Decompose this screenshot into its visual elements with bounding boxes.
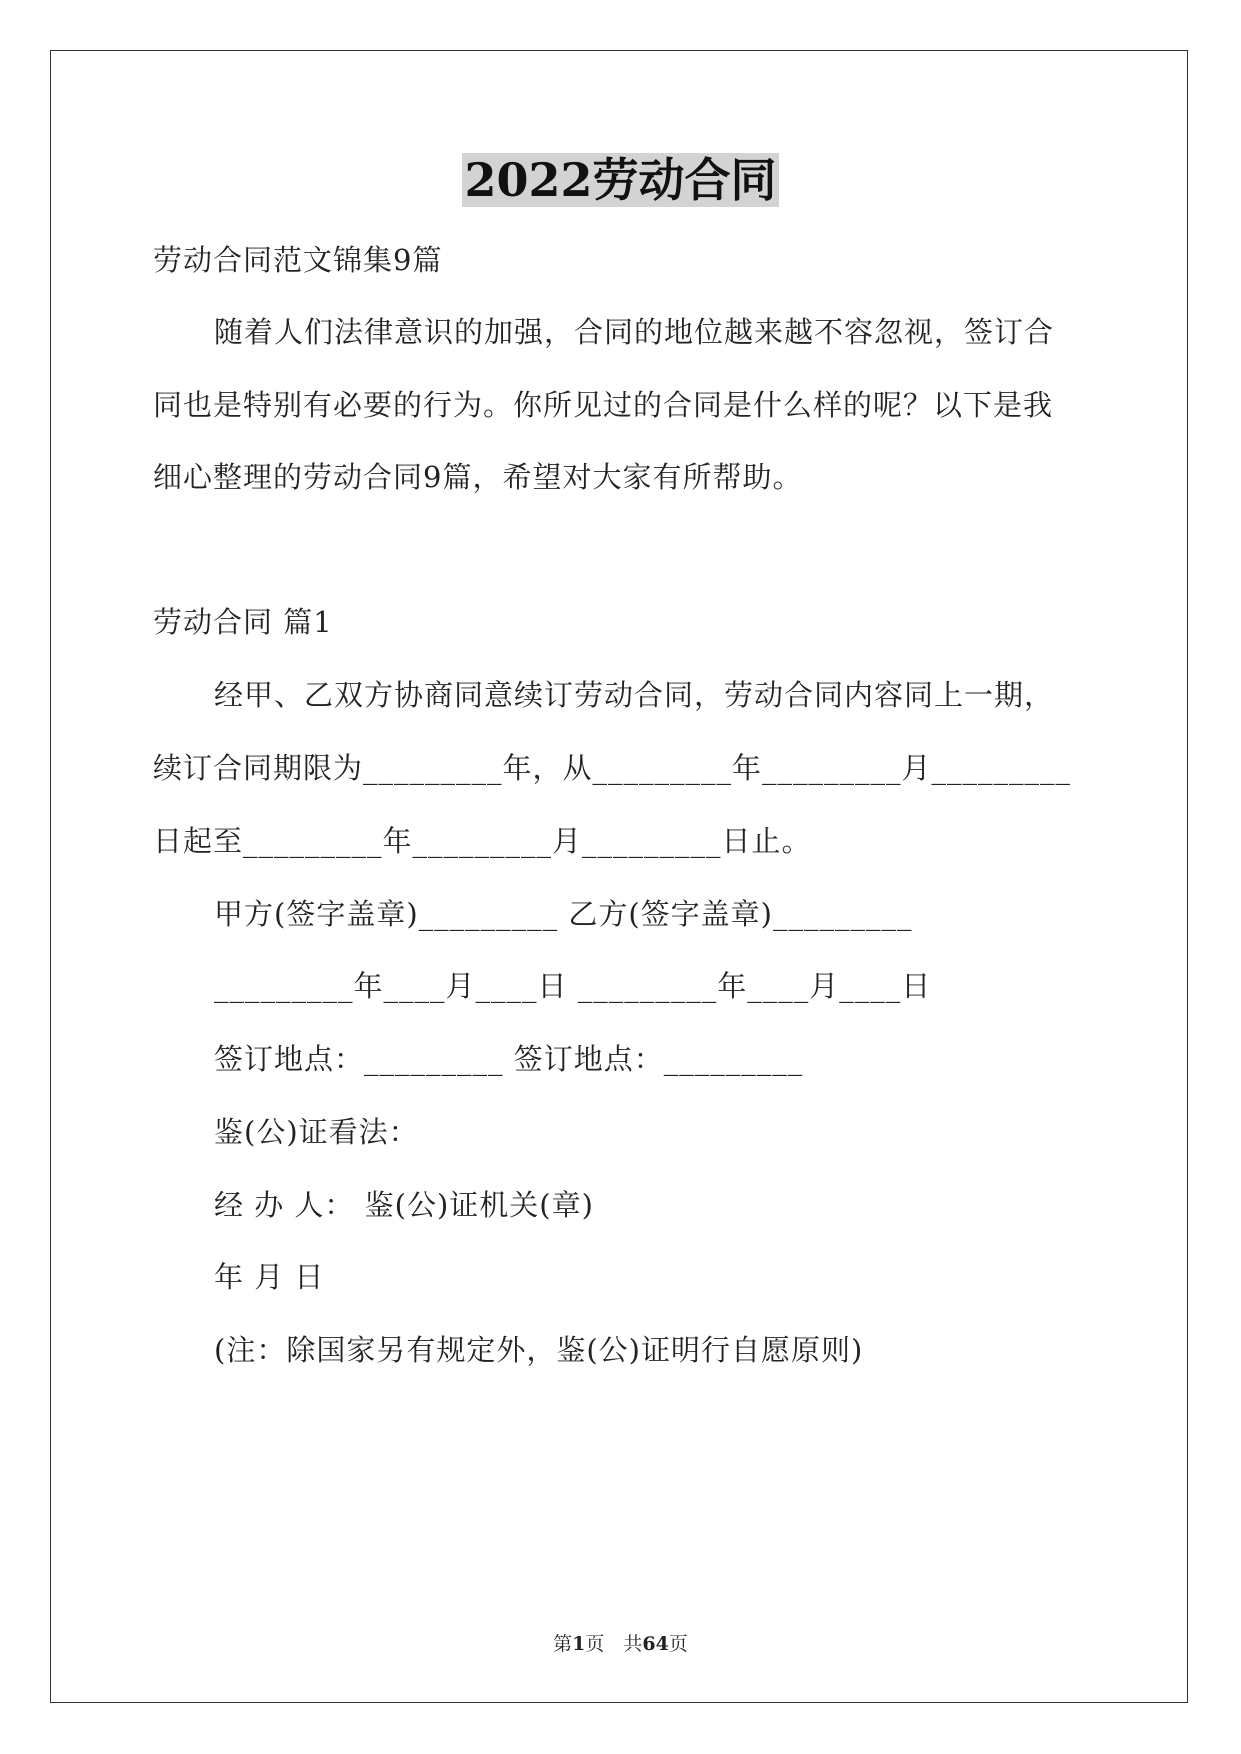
footer-page-number: 1 [572,1633,586,1655]
intro-line-3: 细心整理的劳动合同9篇，希望对大家有所帮助。 [153,460,803,494]
date-line: _________年____月____日 _________年____月____日 [214,969,932,1003]
intro-line-1: 随着人们法律意识的加强，合同的地位越来越不容忽视，签订合 [214,315,1055,349]
body-line-1: 经甲、乙双方协商同意续订劳动合同，劳动合同内容同上一期， [214,678,1055,712]
ymd-line: 年 月 日 [214,1260,325,1294]
body-line-2: 续订合同期限为_________年，从_________年_________月_________ [153,751,1072,785]
page-border [50,50,1188,1703]
intro-line-2: 同也是特别有必要的行为。你所见过的合同是什么样的呢？以下是我 [153,388,1054,422]
signature-line: 甲方(签字盖章)_________ 乙方(签字盖章)_________ [214,897,913,931]
subtitle: 劳动合同范文锦集9篇 [153,243,443,277]
signing-place-line: 签订地点：_________ 签订地点：_________ [214,1042,804,1076]
document-title [0,152,1241,208]
document-title-text: 2022劳动合同 [464,153,777,207]
note-line: (注：除国家另有规定外，鉴(公)证明行自愿原则) [214,1333,864,1367]
footer-prefix: 第 [553,1633,573,1655]
footer-suffix: 页 [668,1633,688,1655]
notarization-opinion: 鉴(公)证看法： [214,1115,419,1149]
footer-middle: 页 共 [585,1633,643,1655]
handler-line: 经 办 人： 鉴(公)证机关(章) [214,1188,594,1222]
page-footer [0,1632,1241,1656]
body-line-3: 日起至_________年_________月_________日止。 [153,824,812,858]
section-heading: 劳动合同 篇1 [153,605,333,639]
footer-total-pages: 64 [642,1633,669,1655]
